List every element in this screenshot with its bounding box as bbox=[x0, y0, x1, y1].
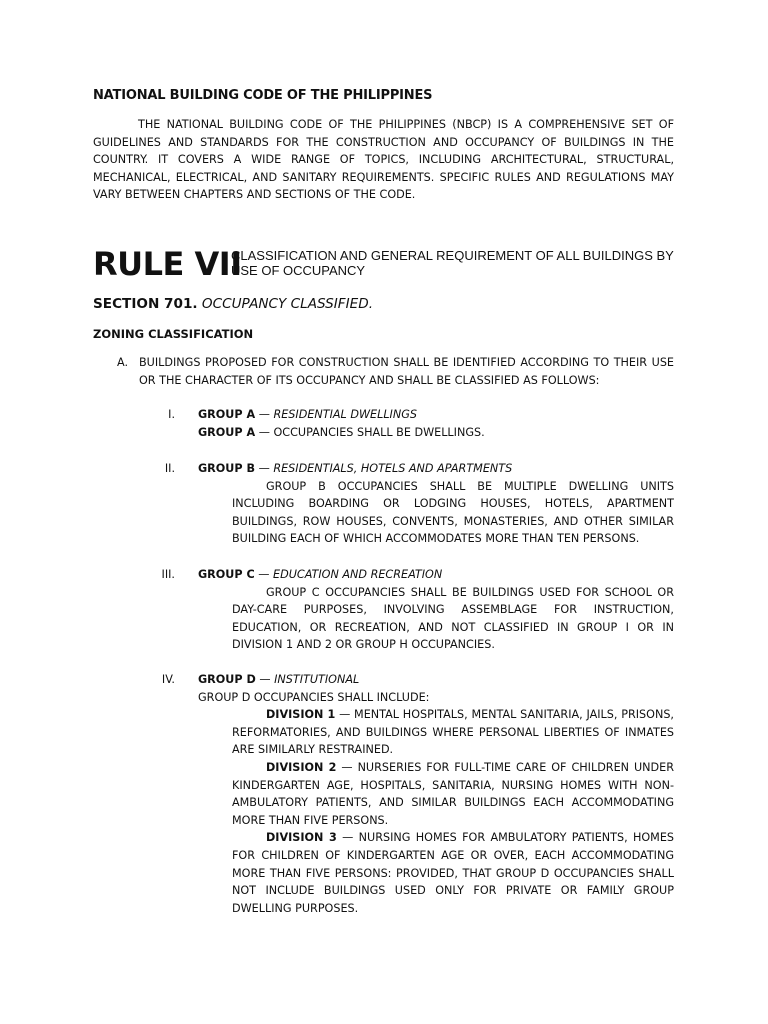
intro-paragraph: THE NATIONAL BUILDING CODE OF THE PHILIPPINES (NBCP) IS A COMPREHENSIVE SET OF GUIDELINES AND STANDARDS FOR THE CONSTRUCTION AND OCCUPANCY OF BUILDINGS IN THE COUNTRY. IT COVERS A WIDE RANGE OF TOPICS, INCLUDING ARCHITECTURAL, STRUCTURAL, MECHANICAL, ELECTRICAL, AND SANITARY REQUIREMENTS. SPECIFIC RULES AND REGULATIONS MAY VARY BETWEEN CHAPTERS AND SECTIONS OF THE CODE. bbox=[93, 118, 674, 202]
division-text: — MENTAL HOSPITALS, MENTAL SANITARIA, JAILS, PRISONS, REFORMATORIES, AND BUILDINGS WHERE PERSONAL LIBERTIES OF INMATES ARE SIMILARLY RESTRAINED. bbox=[232, 708, 674, 757]
group-number: I. bbox=[168, 408, 175, 421]
section-heading bbox=[93, 296, 373, 312]
group-heading bbox=[198, 671, 359, 689]
section-title: OCCUPANCY CLASSIFIED. bbox=[201, 296, 374, 312]
group-number: IV. bbox=[161, 673, 175, 686]
group-body: GROUP C OCCUPANCIES SHALL BE BUILDINGS USED FOR SCHOOL OR DAY-CARE PURPOSES, INVOLVING ASSEMBLAGE FOR INSTRUCTION, EDUCATION, OR RECREATION, AND NOT CLASSIFIED IN GROUP I OR IN DIVISION 1 AND 2 OR GROUP H OCCUPANCIES. bbox=[232, 585, 674, 652]
group-name: GROUP A bbox=[198, 408, 256, 421]
group-heading bbox=[198, 406, 417, 424]
group-line2-bold: GROUP A bbox=[198, 425, 256, 439]
group-line2 bbox=[198, 424, 485, 442]
division-2 bbox=[232, 759, 674, 829]
group-dash: — bbox=[255, 408, 274, 421]
group-number: II. bbox=[164, 462, 175, 475]
group-title: EDUCATION AND RECREATION bbox=[273, 568, 443, 581]
group-name: GROUP D bbox=[198, 673, 256, 686]
document-title: NATIONAL BUILDING CODE OF THE PHILIPPINES bbox=[93, 88, 433, 103]
division-label: DIVISION 3 bbox=[266, 831, 337, 845]
group-title: INSTITUTIONAL bbox=[274, 673, 360, 686]
group-dash: — bbox=[255, 462, 274, 475]
group-title: RESIDENTIAL DWELLINGS bbox=[273, 408, 417, 421]
rule-subtitle: CLASSIFICATION AND GENERAL REQUIREMENT OF ALL BUILDINGS BY USE OF OCCUPANCY bbox=[231, 248, 674, 278]
group-body: GROUP B OCCUPANCIES SHALL BE MULTIPLE DWELLING UNITS INCLUDING BOARDING OR LODGING HOUSES, HOTELS, APARTMENT BUILDINGS, ROW HOUSES, CONVENTS, MONASTERIES, AND OTHER SIMILAR BUILDING EACH OF WHICH ACCOMMODATES MORE THAN TEN PERSONS. bbox=[232, 479, 674, 546]
zoning-heading: ZONING CLASSIFICATION bbox=[93, 327, 254, 341]
division-text: — NURSING HOMES FOR AMBULATORY PATIENTS, HOMES FOR CHILDREN OF KINDERGARTEN AGE OR OVER, EACH ACCOMMODATING MORE THAN FIVE PERSONS: PROVIDED, THAT GROUP D OCCUPANCIES SHALL NOT INCLUDE BUILDINGS USED ONLY FOR PRIVATE OR FAMILY GROUP DWELLING PURPOSES. bbox=[232, 831, 674, 915]
group-name: GROUP C bbox=[198, 568, 255, 581]
group-title: RESIDENTIALS, HOTELS AND APARTMENTS bbox=[273, 462, 513, 475]
division-text: — NURSERIES FOR FULL-TIME CARE OF CHILDREN UNDER KINDERGARTEN AGE, HOSPITALS, SANITARIA, NURSING HOMES WITH NON-AMBULATORY PATIENTS, AND SIMILAR BUILDINGS EACH ACCOMMODATING MORE THAN FIVE PERSONS. bbox=[232, 761, 674, 827]
division-label: DIVISION 2 bbox=[266, 761, 337, 774]
list-item-label: A. bbox=[117, 356, 129, 369]
division-label: DIVISION 1 bbox=[266, 708, 336, 722]
group-line2: GROUP D OCCUPANCIES SHALL INCLUDE: bbox=[198, 690, 430, 704]
section-label: SECTION 701. bbox=[93, 296, 198, 312]
group-number: III. bbox=[161, 568, 175, 581]
group-heading bbox=[198, 460, 512, 478]
group-name: GROUP B bbox=[198, 462, 256, 475]
group-dash: — bbox=[254, 568, 274, 581]
division-3 bbox=[232, 829, 674, 917]
group-heading bbox=[198, 566, 442, 584]
list-item-text: BUILDINGS PROPOSED FOR CONSTRUCTION SHALL BE IDENTIFIED ACCORDING TO THEIR USE OR THE CHARACTER OF ITS OCCUPANCY AND SHALL BE CLASSIFIED AS FOLLOWS: bbox=[139, 356, 674, 387]
group-line2-rest: — OCCUPANCIES SHALL BE DWELLINGS. bbox=[255, 425, 485, 439]
division-1 bbox=[232, 706, 674, 759]
rule-number: RULE VII bbox=[93, 245, 242, 283]
group-dash: — bbox=[255, 673, 275, 686]
